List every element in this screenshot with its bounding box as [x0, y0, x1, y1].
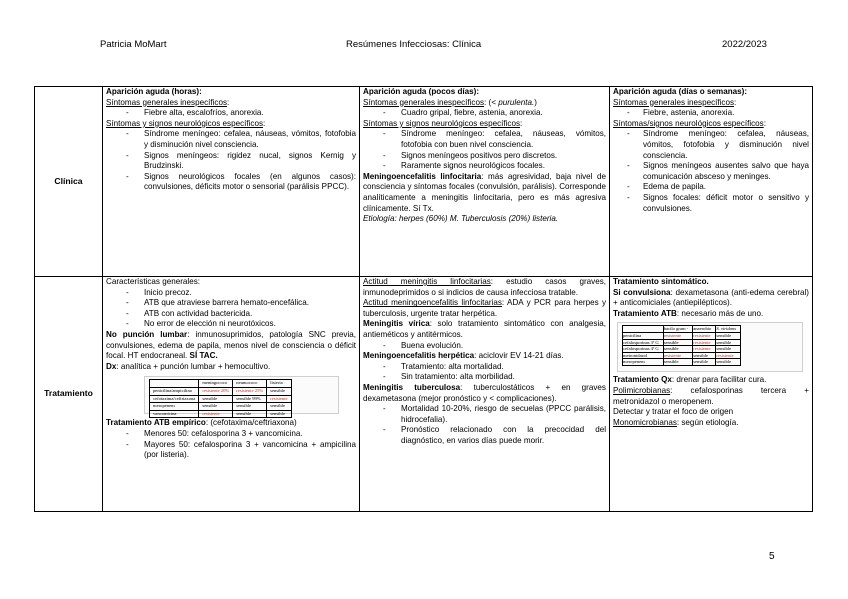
tratamiento-col3-poly-label: Polimicrobianas — [613, 385, 671, 395]
tratamiento-col3-atb-label: Tratamiento ATB — [613, 308, 677, 318]
clinica-col3-neuro-label: Síntomas/signos neurológicos específicos — [613, 118, 764, 128]
clinica-col2-lymph-label: Meningoencefalitis linfocitaria — [363, 171, 482, 181]
fig-row: cefalosporinas 4ª G sensible resistente sensible — [623, 346, 741, 353]
list-item: - Mayores 50: cefalosporina 3 + vancomicina + ampicilina (por listeria). — [106, 440, 356, 461]
list-item: - Síndrome meníngeo: cefalea, náuseas, vómitos, fotofobia con buen nivel consciencia. — [363, 129, 606, 150]
fig-row: penicilina resistente resistente sensible — [623, 332, 741, 339]
list-item: - Buena evolución. — [363, 341, 606, 352]
list-item: - Síndrome meníngeo: cefalea, náuseas, vómitos, fotofobia y disminución nivel consciencia. — [106, 129, 356, 150]
fig-row: cefotaxima/ceftriaxona sensible sensible 99% resistente — [150, 395, 292, 403]
fig-row: meropenem sensible sensible sensible — [623, 359, 741, 366]
clinica-col2-neuro-label: Síntomas y signos neurológicos específicos — [363, 118, 521, 128]
fig-row: metronidazol resistente sensible resistente — [623, 352, 741, 359]
header-title: Resúmenes Infecciosas: Clínica — [346, 39, 482, 50]
list-item: - No error de elección ni neurotóxicos. — [106, 319, 356, 330]
fig-header: neumococo — [233, 380, 267, 388]
clinica-label: Clínica — [35, 87, 103, 277]
tratamiento-row — [35, 277, 813, 512]
tratamiento-col1-dx-label: Dx — [106, 361, 117, 371]
clinica-col3-gen-label: Síntomas generales inespecíficos — [613, 97, 735, 107]
abscess-antibiotic-figure — [617, 322, 803, 372]
list-item: - Edema de papila. — [613, 182, 809, 193]
fig-header: S. viridans — [716, 326, 741, 333]
list-item: - Signos meníngeos ausentes salvo que haya comunicación absceso y meninges. — [613, 161, 809, 182]
tratamiento-label: Tratamiento — [35, 277, 103, 512]
fig-header: bacilo gram - — [663, 326, 693, 333]
list-item: - ATB con actividad bactericida. — [106, 309, 356, 320]
tratamiento-col3-mono-label: Monomicrobianas — [613, 417, 677, 427]
tratamiento-col2-meningo-label: Actitud meningoencefalitis linfocitarias — [363, 298, 502, 308]
clinica-col1-gen-label: Síntomas generales inespecíficos — [106, 97, 228, 107]
tratamiento-col3-qx-label: Tratamiento Qx — [613, 375, 672, 385]
list-item: - Signos neurológicos focales (en algunos casos): convulsiones, déficits motor o sensorial (parálisis PPCC). — [106, 172, 356, 193]
list-item: - Tratamiento: alta mortalidad. — [363, 362, 606, 373]
list-item: - Signos focales: déficit motor o sensitivo y convulsiones. — [613, 193, 809, 214]
list-item: - Mortalidad 10-20%, riesgo de secuelas (PPCC parálisis, hidrocefalia). — [363, 404, 606, 425]
list-item: - Fiebre alta, escalofríos, anorexia. — [106, 108, 356, 119]
list-item: - Signos meníngeos positivos pero discretos. — [363, 151, 606, 162]
tratamiento-col2-tb-label: Meningitis tuberculosa — [363, 382, 461, 392]
list-item: - ATB que atraviese barrera hemato-encefálica. — [106, 298, 356, 309]
list-item: - Pronóstico relacionado con la precocidad del diagnóstico, en varios días puede morir. — [363, 425, 606, 446]
header-author: Patricia MoMart — [100, 39, 167, 50]
clinica-col2-heading: Aparición aguda (pocos días): — [363, 87, 480, 96]
fig-row: cefalosporinas 3ª G sensible resistente sensible — [623, 339, 741, 346]
summary-table — [34, 86, 813, 512]
header-year: 2022/2023 — [722, 39, 767, 50]
list-item: - Sin tratamiento: alta morbilidad. — [363, 372, 606, 383]
list-item: - Síndrome meníngeo: cefalea, náuseas, vómitos, fotofobia y disminución nivel consciencia. — [613, 129, 809, 161]
tratamiento-col2-attitude-label: Actitud meningitis linfocitarias — [363, 277, 491, 286]
clinica-col2-gen-label: Síntomas generales inespecíficos — [363, 97, 485, 107]
fig-row: vancomicina resistente sensible sensible — [150, 410, 292, 418]
list-item: - Inicio precoz. — [106, 288, 356, 299]
tratamiento-lymphocytic-cell: Actitud meningitis linfocitarias: estudio casos graves, inmunodeprimidos o si indicios de causa infecciosa tratable. Actitud meningoencefalitis linfocitarias: ADA y PCR para herpes y tuberculosis, urgente tratar herpética. Meningitis vírica: solo tratamiento sintomático con analgesia, antieméticos y antitérmicos. - Buena evolución. Meningoencefalitis herpética: aciclovir EV 14-21 días. - Tratamiento: alta mortalidad. - Sin tratamiento: alta morbilidad. Meningitis tuberculosa: tuberculostáticos + en graves dexametasona (mejor pronóstico y < complicaciones). - Mortalidad 10-20%, riesgo de secuelas (PPCC parálisis, hidrocefalia). - Pronóstico relacionado con la precocidad del diagnóstico, en varios días puede morir. — [360, 277, 610, 512]
fig-row: meropenem sensible sensible sensible — [150, 403, 292, 411]
clinica-row — [35, 87, 813, 277]
tratamiento-col2-viral-label: Meningitis vírica — [363, 319, 430, 329]
clinica-subacute-cell: Aparición aguda (pocos días): Síntomas generales inespecíficos: (< purulenta.) - Cuadro gripal, fiebre, astenia, anorexia. Síntomas y signos neurológicos específicos: - Síndrome meníngeo: cefalea, náuseas, vómitos, fotofobia con buen nivel consciencia. - Signos meníngeos positivos pero discretos. - Raramente signos neurológicos focales. Meningoencefalitis linfocitaria: más agresividad, baja nivel de consciencia y síntomas focales (convulsión, parálisis). Corresponde analíticamente a meningitis linfocitaria, pero es más agresiva clínicamente. Sí Tx. Etiología: herpes (60%) M. Tuberculosis (20%) listeria. — [360, 87, 610, 277]
tratamiento-col3-symp: Tratamiento sintomático. — [613, 277, 709, 286]
tratamiento-col1-emp-label: Tratamiento ATB empírico — [106, 418, 206, 428]
clinica-col2-etiology: Etiología: herpes (60%) M. Tuberculosis (20%) listeria. — [363, 214, 559, 224]
tratamiento-abscess-cell: Tratamiento sintomático. Si convulsiona: dexametasona (anti-edema cerebral) + anticomiciales (antiepilépticos). Tratamiento ATB: necesario más de uno. bacilo gram - anaerobio S. viridans penicilina resistente resistente sensible cefalosporinas 3ª G sensible resistente sensible cefalosporinas 4ª G sensible resistente sensible metronidazol resistente sensible resistente meropenem sensible sensible sensible Tratamiento Qx: drenar para facilitar cura. Polimicrobianas: cefalosporinas tercera + metronidazol o meropenem. Detectar y tratar el foco de origen Monomicrobianas: según etiología. — [610, 277, 813, 512]
clinica-col3-heading: Aparición aguda (días o semanas): — [613, 87, 748, 96]
list-item: - Raramente signos neurológicos focales. — [363, 161, 606, 172]
clinica-chronic-cell: Aparición aguda (días o semanas): Síntomas generales inespecíficos: - Fiebre, astenia, anorexia. Síntomas/signos neurológicos específicos: - Síndrome meníngeo: cefalea, náuseas, vómitos, fotofobia y disminución nivel consciencia. - Signos meníngeos ausentes salvo que haya comunicación absceso y meninges. - Edema de papila. - Signos focales: déficit motor o sensitivo y convulsiones. — [610, 87, 813, 277]
tratamiento-col1-general-title: Características generales: — [106, 277, 201, 286]
list-item: - Fiebre, astenia, anorexia. — [613, 108, 809, 119]
clinica-col1-heading: Aparición aguda (horas): — [106, 87, 202, 96]
antibiotic-sensitivity-figure — [144, 376, 339, 414]
fig-header: anaerobio — [693, 326, 716, 333]
clinica-col1-neuro-label: Síntomas y signos neurológicos específicos — [106, 118, 264, 128]
tratamiento-col3-conv-label: Si convulsiona — [613, 287, 671, 297]
fig-header: meningococo — [199, 380, 233, 388]
fig-row: penicilina/ampicilina resistente 20% resistente 25% sensible — [150, 387, 292, 395]
list-item: - Signos meníngeos: rigidez nucal, signos Kernig y Brudzinski. — [106, 151, 356, 172]
page-number: 5 — [769, 551, 775, 562]
clinica-acute-bacterial-cell: Aparición aguda (horas): Síntomas generales inespecíficos: - Fiebre alta, escalofríos, anorexia. Síntomas y signos neurológicos específicos: - Síndrome meníngeo: cefalea, náuseas, vómitos, fotofobia y disminución nivel consciencia. - Signos meníngeos: rigidez nucal, signos Kernig y Brudzinski. - Signos neurológicos focales (en algunos casos): convulsiones, déficits motor o sensorial (parálisis PPCC). — [103, 87, 360, 277]
tratamiento-col2-herp-label: Meningoencefalitis herpética — [363, 351, 475, 361]
tratamiento-col1-nopl-label: No punción lumbar — [106, 329, 188, 339]
fig-header: listeria — [267, 380, 291, 388]
list-item: - Menores 50: cefalosporina 3 + vancomicina. — [106, 429, 356, 440]
tratamiento-col3-focus: Detectar y tratar el foco de origen — [613, 407, 734, 417]
list-item: - Cuadro gripal, fiebre, astenia, anorexia. — [363, 108, 606, 119]
tratamiento-bacterial-cell: Características generales: - Inicio precoz. - ATB que atraviese barrera hemato-encefálica. - ATB con actividad bactericida. - No error de elección ni neurotóxicos. No punción lumbar: inmunosuprimidos, patología SNC previa, convulsiones, edema de papila, menos nivel de consciencia o déficit focal. HT endocraneal. SÍ TAC. Dx: analítica + punción lumbar + hemocultivo. meningococo neumococo listeria penicilina/ampicilina resistente 20% resistente 25% sensible cefotaxima/ceftriaxona sensible sensible 99% resistente meropenem sensible sensible sensible vancomicina resistente sensible sensible Tratamiento ATB empírico: (cefotaxima/ceftriaxona) - Menores 50: cefalosporina 3 + vancomicina. - Mayores 50: cefalosporina 3 + vancomicina + ampicilina (por listeria). — [103, 277, 360, 512]
